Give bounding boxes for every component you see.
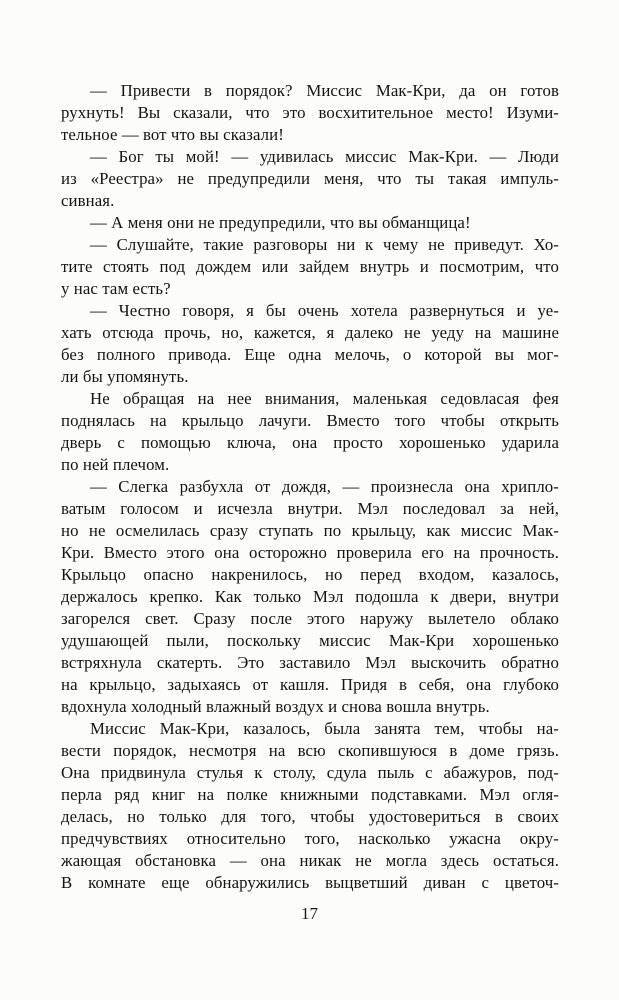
text-line: ли бы упомянуть.	[61, 367, 189, 386]
text-line: у нас там есть?	[61, 279, 171, 298]
text-line: — Привести в порядок? Миссис Мак-Кри, да он готов	[90, 81, 559, 100]
text-line: без полного привода. Еще одна мелочь, о которой вы мог-	[61, 345, 559, 364]
text-line: делась, но только для того, чтобы удостовериться в своих	[61, 807, 559, 826]
text-block	[61, 80, 559, 894]
text-line: — Честно говоря, я бы очень хотела развернуться и уе-	[90, 301, 559, 320]
text-line: но не осмелилась сразу ступать по крыльцу, как миссис Мак-	[61, 521, 559, 540]
text-line: Миссис Мак-Кри, казалось, была занята тем, чтобы на-	[90, 719, 559, 738]
text-line: — Слегка разбухла от дождя, — произнесла она хрипло-	[90, 477, 559, 496]
text-line: держалось крепко. Как только Мэл подошла к двери, внутри	[61, 587, 559, 606]
text-line: тельное — вот что вы сказали!	[61, 125, 284, 144]
text-line: сивная.	[61, 191, 115, 210]
text-line: В комнате еще обнаружились выцветший диван с цветоч-	[61, 873, 559, 892]
text-line: — Слушайте, такие разговоры ни к чему не приведут. Хо-	[90, 235, 559, 254]
text-line: перла ряд книг на полке книжными подставками. Мэл огля-	[61, 785, 559, 804]
text-line: из «Реестра» не предупредили меня, что ты такая импуль-	[61, 169, 559, 188]
text-line: рухнуть! Вы сказали, что это восхитительное место! Изуми-	[61, 103, 559, 122]
text-line: тите стоять под дождем или зайдем внутрь и посмотрим, что	[61, 257, 559, 276]
text-line: поднялась на крыльцо лачуги. Вместо того чтобы открыть	[61, 411, 559, 430]
page-number: 17	[301, 904, 318, 923]
text-line: — А меня они не предупредили, что вы обманщица!	[90, 213, 471, 232]
text-line: хать отсюда прочь, но, кажется, я далеко не уеду на машине	[61, 323, 559, 342]
text-line: Не обращая на нее внимания, маленькая седовласая фея	[90, 389, 559, 408]
text-line: встряхнула скатерть. Это заставило Мэл выскочить обратно	[61, 653, 559, 672]
text-line: дверь с помощью ключа, она просто хорошенько ударила	[61, 433, 559, 452]
text-line: загорелся свет. Сразу после этого наружу вылетело облако	[61, 609, 559, 628]
text-line: Кри. Вместо этого она осторожно проверила его на прочность.	[61, 543, 559, 562]
text-line: предчувствиях относительно того, насколько ужасна окру-	[61, 829, 559, 848]
text-line: Она придвинула стулья к столу, сдула пыль с абажуров, под-	[61, 763, 559, 782]
text-line: удушающей пыли, поскольку миссис Мак-Кри хорошенько	[61, 631, 559, 650]
text-line: по ней плечом.	[61, 455, 170, 474]
text-line: вести порядок, несмотря на всю скопившуюся в доме грязь.	[61, 741, 559, 760]
text-line: ватым голосом и исчезла внутри. Мэл последовал за ней,	[61, 499, 559, 518]
text-line: — Бог ты мой! — удивилась миссис Мак-Кри. — Люди	[90, 147, 559, 166]
text-line: Крыльцо опасно накренилось, но перед входом, казалось,	[61, 565, 559, 584]
text-line: вдохнула холодный влажный воздух и снова вошла внутрь.	[61, 697, 490, 716]
text-line: на крыльцо, задыхаясь от кашля. Придя в себя, она глубоко	[61, 675, 559, 694]
text-line: жающая обстановка — она никак не могла здесь остаться.	[61, 851, 559, 870]
